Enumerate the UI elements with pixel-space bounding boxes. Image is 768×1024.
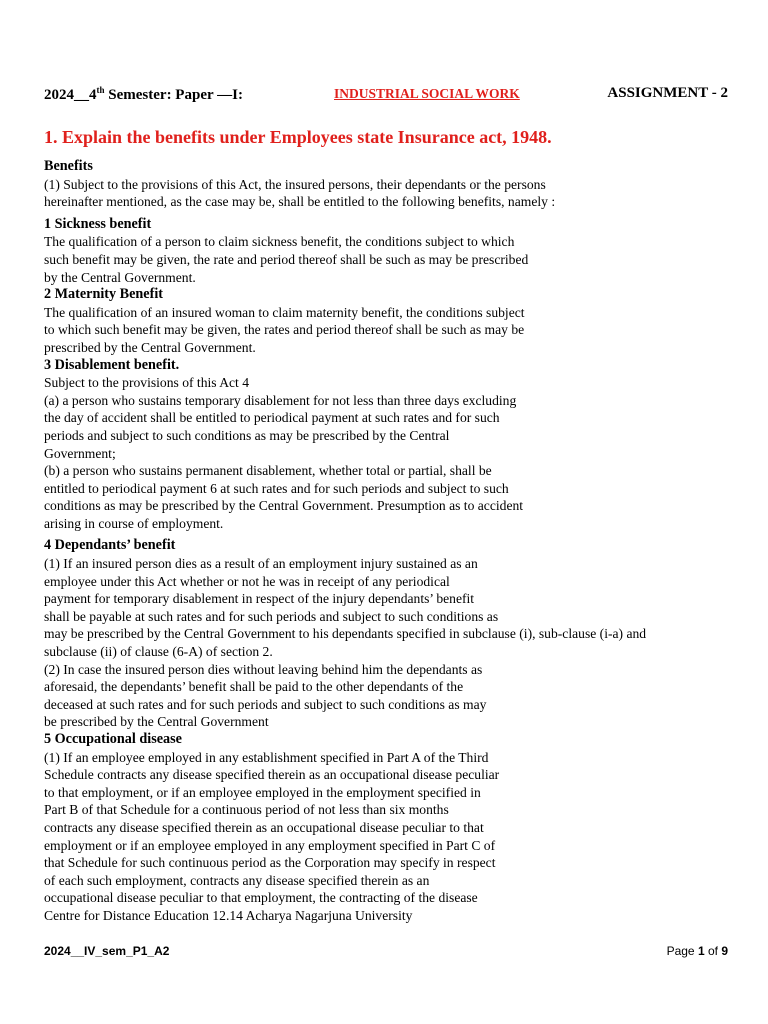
text-line: Schedule contracts any disease specified therein as an occupational disease peculiar xyxy=(44,767,500,783)
text-line: employee under this Act whether or not he was in receipt of any periodical xyxy=(44,573,450,589)
section-heading: 3 Disablement benefit. xyxy=(44,356,180,373)
text-line: to that employment, or if an employee employed in the employment specified in xyxy=(44,784,481,800)
text-line: shall be payable at such rates and for such periods and subject to such conditions as xyxy=(44,608,499,624)
footer-code: 2024__IV_sem_P1_A2 xyxy=(44,944,170,958)
body-text xyxy=(44,158,728,925)
text-line: of each such employment, contracts any disease specified therein as an xyxy=(44,872,430,888)
header-assignment: ASSIGNMENT - 2 xyxy=(607,85,728,101)
text-line: may be prescribed by the Central Government to his dependants specified in subclause (i), sub-clause (i-a) and xyxy=(44,626,647,642)
text-line: (2) In case the insured person dies without leaving behind him the dependants as xyxy=(44,661,483,677)
text-line: aforesaid, the dependants’ benefit shall be paid to the other dependants of the xyxy=(44,679,464,695)
text-line: The qualification of a person to claim sickness benefit, the conditions subject to which xyxy=(44,234,515,250)
text-line: such benefit may be given, the rate and period thereof shall be such as may be prescribed xyxy=(44,251,529,267)
text-line: Centre for Distance Education 12.14 Acharya Nagarjuna University xyxy=(44,907,413,923)
text-line: The qualification of an insured woman to claim maternity benefit, the conditions subject xyxy=(44,304,525,320)
text-line: contracts any disease specified therein as an occupational disease peculiar to that xyxy=(44,819,484,835)
section-heading: 2 Maternity Benefit xyxy=(44,286,163,303)
section-heading: 5 Occupational disease xyxy=(44,731,182,747)
section-heading: 1 Sickness benefit xyxy=(44,215,152,232)
text-line: periods and subject to such conditions as may be prescribed by the Central xyxy=(44,427,450,443)
text-line: subclause (ii) of clause (6-A) of section 2. xyxy=(44,644,273,660)
text-line: employment or if an employee employed in any employment specified in Part C of xyxy=(44,837,496,853)
text-line: to which such benefit may be given, the rates and period thereof shall be such as may be xyxy=(44,322,525,338)
text-line: arising in course of employment. xyxy=(44,515,224,531)
text-line: by the Central Government. xyxy=(44,269,196,285)
text-line: (a) a person who sustains temporary disablement for not less than three days excluding xyxy=(44,392,517,408)
page-number: Page 1 of 9 xyxy=(666,944,728,958)
header-course-title: INDUSTRIAL SOCIAL WORK xyxy=(334,86,520,101)
text-line: deceased at such rates and for such periods and subject to such conditions as may xyxy=(44,696,487,712)
section-heading: 4 Dependants’ benefit xyxy=(44,537,176,554)
page-header xyxy=(44,85,728,105)
text-line: (b) a person who sustains permanent disablement, whether total or partial, shall be xyxy=(44,463,492,479)
section-heading: Benefits xyxy=(44,158,93,174)
text-line: that Schedule for such continuous period as the Corporation may specify in respect xyxy=(44,855,496,871)
text-line: prescribed by the Central Government. xyxy=(44,339,256,355)
question-heading: 1. Explain the benefits under Employees state Insurance act, 1948. xyxy=(44,127,552,147)
text-line: be prescribed by the Central Government xyxy=(44,714,269,730)
text-line: Government; xyxy=(44,445,116,461)
text-line: (1) Subject to the provisions of this Act, the insured persons, their dependants or the persons xyxy=(44,176,546,192)
text-line: occupational disease peculiar to that employment, the contracting of the disease xyxy=(44,890,478,906)
text-line: (1) If an insured person dies as a result of an employment injury sustained as an xyxy=(44,556,478,572)
text-line: conditions as may be prescribed by the Central Government. Presumption as to accident xyxy=(44,498,524,514)
page-footer xyxy=(44,944,728,962)
text-line: payment for temporary disablement in respect of the injury dependants’ benefit xyxy=(44,591,475,607)
text-line: entitled to periodical payment 6 at such rates and for such periods and subject to such xyxy=(44,480,509,496)
text-line: (1) If an employee employed in any establishment specified in Part A of the Third xyxy=(44,749,489,765)
text-line: the day of accident shall be entitled to periodical payment at such rates and for such xyxy=(44,410,500,426)
header-semester: 2024__4th Semester: Paper —I: xyxy=(44,85,243,103)
text-line: Part B of that Schedule for a continuous period of not less than six months xyxy=(44,802,449,818)
text-line: Subject to the provisions of this Act 4 xyxy=(44,375,250,391)
text-line: hereinafter mentioned, as the case may be, shall be entitled to the following benefits, namely : xyxy=(44,194,556,210)
